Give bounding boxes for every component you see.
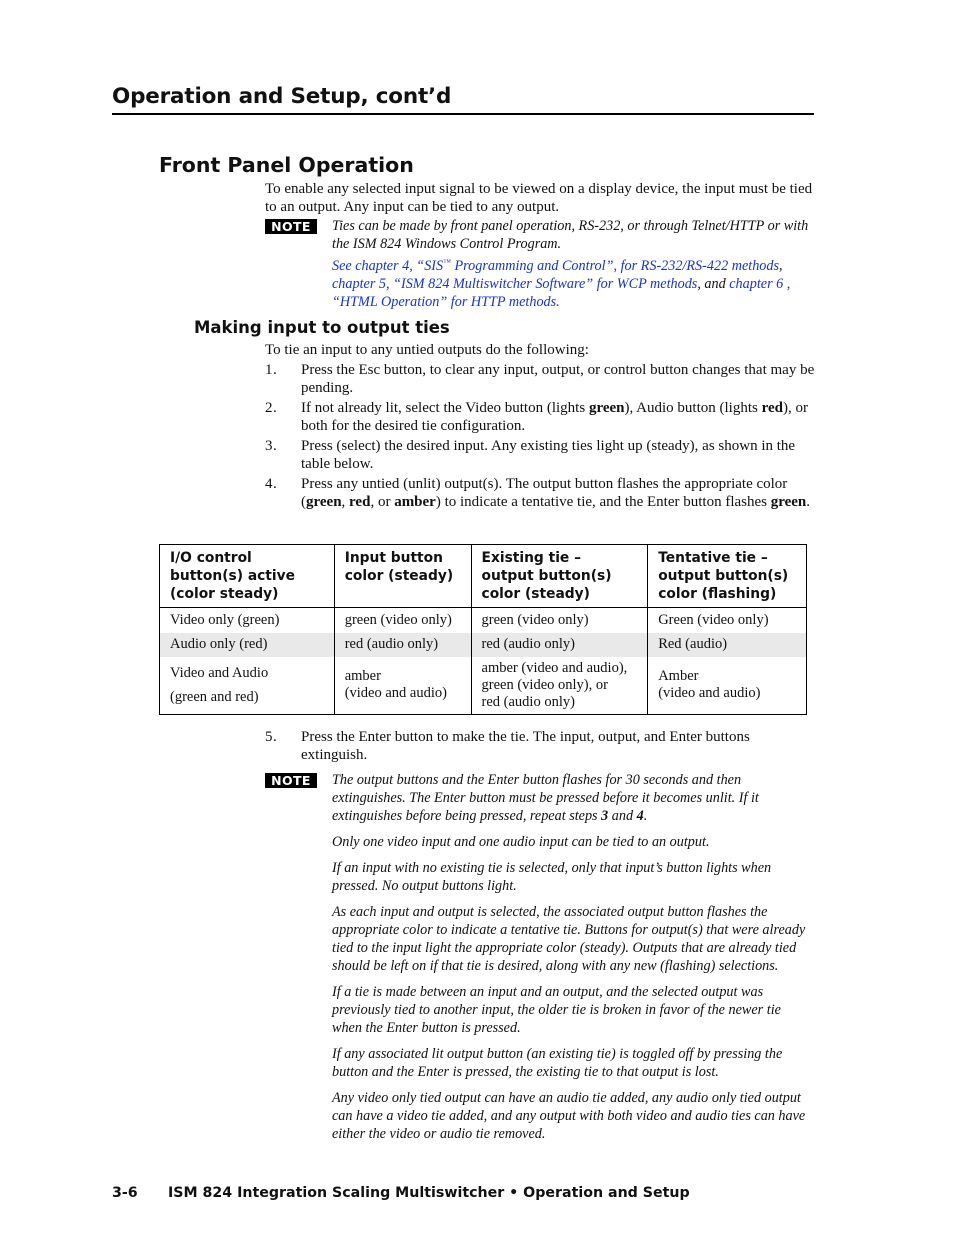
link-chapter-5[interactable]: chapter 5, “ISM 824 Multiswitcher Software” for WCP methods [332, 275, 698, 292]
steps-list-continued [265, 728, 815, 766]
note-2-para: If any associated lit output button (an existing tie) is toggled off by pressing the button and the Enter is pressed, the existing tie to that output is lost. [332, 1046, 783, 1080]
table-row: Audio only (red) red (audio only) red (audio only) Red (audio) [160, 633, 807, 657]
table-header: I/O control button(s) active (color steady) [160, 545, 335, 608]
tie-color-table [159, 544, 807, 715]
chapter-header [112, 84, 814, 115]
table-row: Video only (green) green (video only) green (video only) Green (video only) [160, 608, 807, 633]
note-2-para: As each input and output is selected, the associated output button flashes the appropriate color to indicate a tentative tie. Buttons for output(s) that were already tied to the input light the appropriate color (steady). Outputs that are already tied should be left on if that tie is desired, along with any new (flashing) selections. [332, 904, 806, 974]
link-chapter-6[interactable]: chapter 6 , “HTML Operation” for HTTP methods. [332, 275, 791, 310]
section-title: Front Panel Operation [159, 153, 414, 177]
steps-intro: To tie an input to any untied outputs do the following: [265, 342, 589, 358]
link-chapter-4[interactable]: See chapter 4, “SIS™ Programming and Control”, for RS-232/RS-422 methods [332, 257, 779, 274]
note-1-text: Ties can be made by front panel operation, RS-232, or through Telnet/HTTP or with the ISM 824 Windows Control Program. [332, 218, 809, 252]
footer-text: ISM 824 Integration Scaling Multiswitcher • Operation and Setup [168, 1185, 690, 1201]
table-row: Video and Audio (green and red) amber (video and audio) amber (video and audio), green (video only), or red (audio only) Amber (video and audio) [160, 657, 807, 715]
table-header: Existing tie – output button(s) color (steady) [471, 545, 648, 608]
note-2-para: If a tie is made between an input and an output, and the selected output was previously tied to another input, the older tie is broken in favor of the newer tie when the Enter button is pressed. [332, 984, 781, 1036]
note-2-para: Any video only tied output can have an audio tie added, any audio only tied output can have a video tie added, and any output with both video and audio ties can have either the video or audio tie removed. [332, 1090, 806, 1142]
section-intro: To enable any selected input signal to be viewed on a display device, the input must be tied to an output. Any input can be tied to any output. [265, 181, 813, 215]
note-2-para: If an input with no existing tie is selected, only that input’s button lights when pressed. No output buttons light. [332, 860, 772, 894]
note-2-para: Only one video input and one audio input can be tied to an output. [332, 834, 710, 850]
table-header: Input button color (steady) [334, 545, 471, 608]
table-header: Tentative tie – output button(s) color (flashing) [648, 545, 807, 608]
note-2-para: The output buttons and the Enter button flashes for 30 seconds and then extinguishes. The Enter button must be pressed before it becomes unlit. If it extinguishes before being pressed, repeat steps 3 and 4. [332, 772, 759, 824]
page-number: 3-6 [112, 1185, 138, 1201]
note-2 [332, 771, 812, 1151]
step-3: 3 . Press (select) the desired input. Any existing ties light up (steady), as shown in the table below. [265, 438, 796, 472]
step-5: 5 . Press the Enter button to make the tie. The input, output, and Enter buttons extinguish. [265, 729, 750, 763]
steps-list [265, 361, 815, 513]
subsection-title: Making input to output ties [194, 318, 450, 337]
note-badge: NOTE [265, 773, 317, 788]
table-header-row [160, 545, 807, 608]
note-badge: NOTE [265, 219, 317, 234]
chapter-title: Operation and Setup, cont’d [112, 84, 452, 109]
step-4: 4 . Press any untied (unlit) output(s). The output button flashes the appropriate color (green, red, or amber) to indicate a tentative tie, and the Enter button flashes green. [265, 476, 811, 510]
page-footer [112, 1185, 690, 1201]
step-2: 2 . If not already lit, select the Video button (lights green), Audio button (lights red), or both for the desired tie configuration. [265, 400, 808, 434]
step-1: 1 . Press the Esc button, to clear any input, output, or control button changes that may be pending. [265, 362, 815, 396]
note-1: Ties can be made by front panel operation, RS-232, or through Telnet/HTTP or with the ISM 824 Windows Control Program. See chapter 4, “SIS™ Programming and Control”, for RS-232/RS-422 methods, chapter 5, “ISM 824 Multiswitcher Software” for WCP methods, and chapter 6 , “HTML Operation” for HTTP methods. [332, 218, 809, 310]
